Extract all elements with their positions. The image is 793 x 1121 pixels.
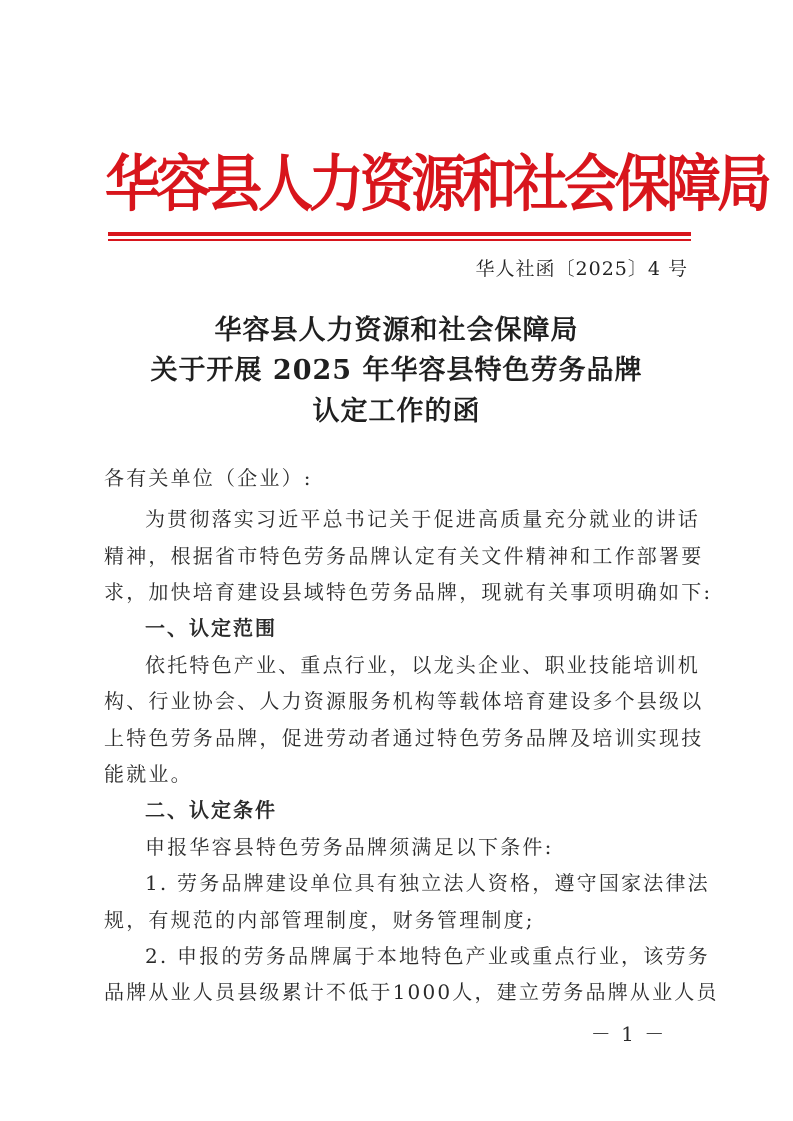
issuer-masthead: 华容县人力资源和社会保障局: [105, 148, 769, 220]
page-number-text: － 1 －: [590, 1022, 667, 1046]
body-line: 精神，根据省市特色劳务品牌认定有关文件精神和工作部署要: [104, 544, 704, 568]
document-number: 华人社函〔2025〕4 号: [475, 258, 688, 280]
body-line: 1. 劳务品牌建设单位具有独立法人资格，遵守国家法律法: [145, 871, 710, 895]
page-number: [0, 1018, 793, 1047]
body-line: 申报华容县特色劳务品牌须满足以下条件:: [145, 835, 554, 859]
body-line: 为贯彻落实习近平总书记关于促进高质量充分就业的讲话: [145, 507, 700, 531]
body-line: 能就业。: [104, 762, 193, 786]
body-line: 规，有规范的内部管理制度，财务管理制度;: [104, 908, 535, 932]
body-line: 2. 申报的劳务品牌属于本地特色产业或重点行业，该劳务: [145, 944, 710, 968]
salutation: 各有关单位（企业）:: [104, 466, 313, 490]
title-line-3: 认定工作的函: [312, 396, 481, 427]
body-line: 上特色劳务品牌，促进劳动者通过特色劳务品牌及培训实现技: [104, 726, 704, 750]
section-heading-conditions: 二、认定条件: [145, 798, 277, 822]
body-line: 构、行业协会、人力资源服务机构等载体培育建设多个县级以: [104, 689, 704, 713]
title-line-1: 华容县人力资源和社会保障局: [214, 315, 579, 346]
body-line: 品牌从业人员县级累计不低于1000人，建立劳务品牌从业人员: [104, 980, 719, 1004]
header-rule-thick: [108, 232, 691, 236]
title-line-2: 关于开展 2025 年华容县特色劳务品牌: [150, 355, 643, 386]
body-line: 依托特色产业、重点行业，以龙头企业、职业技能培训机: [145, 653, 700, 677]
header-rule-thin: [108, 239, 691, 241]
body-line: 求，加快培育建设县域特色劳务品牌，现就有关事项明确如下:: [104, 580, 713, 604]
section-heading-scope: 一、认定范围: [145, 616, 277, 640]
